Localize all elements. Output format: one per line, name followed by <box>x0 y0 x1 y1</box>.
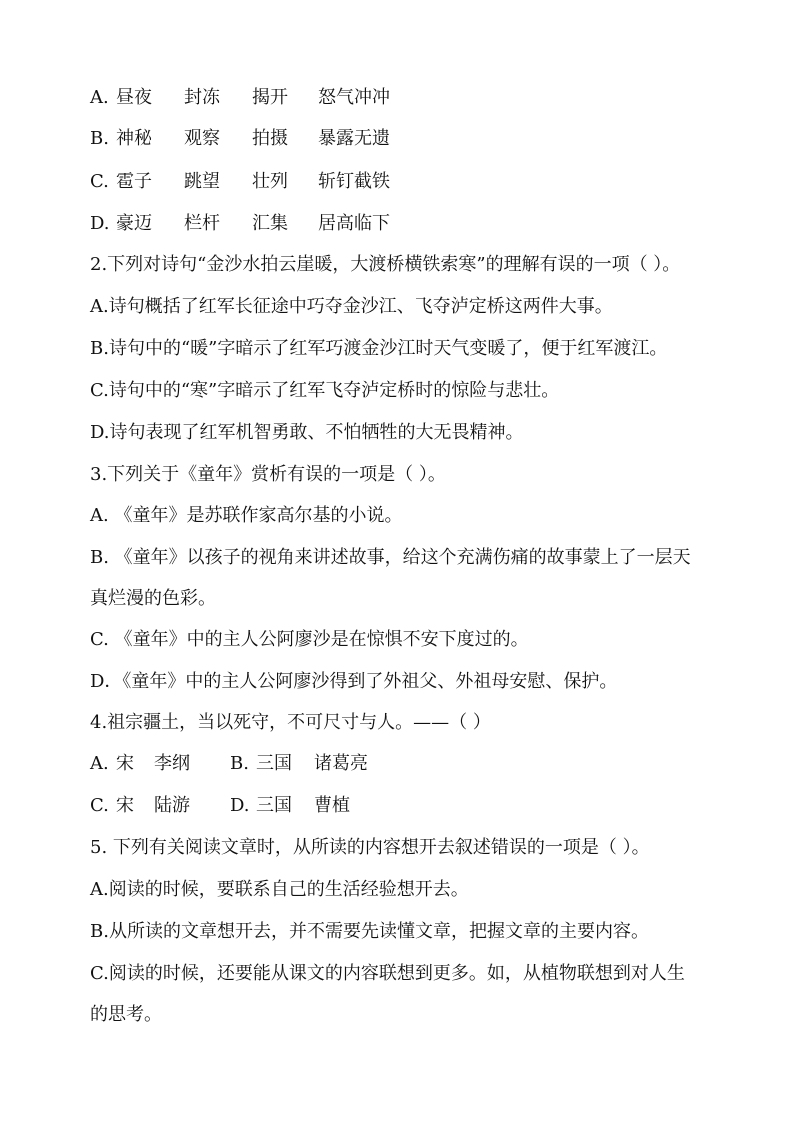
option-word: 神秘 <box>116 128 152 149</box>
q3-option-c: C. 《童年》中的主人公阿廖沙是在惊惧不安下度过的。 <box>90 629 529 650</box>
option-word: 暴露无遗 <box>318 128 390 149</box>
option-word: 雹子 <box>116 171 152 192</box>
q3-stem: 3.下列关于《童年》赏析有误的一项是（ ）。 <box>90 464 446 485</box>
q2-option-b: B.诗句中的“暖”字暗示了红军巧渡金沙江时天气变暖了，便于红军渡江。 <box>90 338 668 359</box>
q1-option-a <box>90 86 710 110</box>
q3-option-b-line2: 真烂漫的色彩。 <box>90 588 216 609</box>
option-author: 李纲 <box>154 753 190 774</box>
option-word: 昼夜 <box>116 87 152 108</box>
q5-option-b: B.从所读的文章想开去，并不需要先读懂文章，把握文章的主要内容。 <box>90 921 649 942</box>
q2-option-d: D.诗句表现了红军机智勇敢、不怕牺牲的大无畏精神。 <box>90 422 524 443</box>
option-dynasty: 三国 <box>256 795 292 816</box>
q3-option-b-line1: B. 《童年》以孩子的视角来讲述故事，给这个充满伤痛的故事蒙上了一层天 <box>90 547 691 568</box>
option-dynasty: 宋 <box>116 753 134 774</box>
option-word: 跳望 <box>184 171 220 192</box>
option-label: C. <box>90 795 109 816</box>
option-word: 观察 <box>184 128 220 149</box>
option-label: D. <box>90 213 110 234</box>
q5-stem: 5. 下列有关阅读文章时，从所读的内容想开去叙述错误的一项是（ ）。 <box>90 837 650 858</box>
q3-option-a: A. 《童年》是苏联作家高尔基的小说。 <box>90 505 403 526</box>
option-word: 封冻 <box>184 87 220 108</box>
q5-option-c-line1: C.阅读的时候，还要能从课文的内容联想到更多。如，从植物联想到对人生 <box>90 963 685 984</box>
q1-option-b <box>90 127 710 151</box>
option-author: 曹植 <box>314 795 350 816</box>
option-word: 居高临下 <box>318 213 390 234</box>
option-dynasty: 三国 <box>256 753 292 774</box>
option-word: 拍摄 <box>252 128 288 149</box>
option-word: 揭开 <box>252 87 288 108</box>
option-label: B. <box>90 128 109 149</box>
option-word: 豪迈 <box>116 213 152 234</box>
option-author: 陆游 <box>154 795 190 816</box>
option-word: 壮列 <box>252 171 288 192</box>
q4-options-row1 <box>90 752 710 776</box>
option-label: C. <box>90 171 109 192</box>
q2-option-a: A.诗句概括了红军长征途中巧夺金沙江、飞夺泸定桥这两件大事。 <box>90 296 613 317</box>
option-dynasty: 宋 <box>116 795 134 816</box>
option-word: 栏杆 <box>184 213 220 234</box>
q5-option-a: A.阅读的时候，要联系自己的生活经验想开去。 <box>90 879 469 900</box>
option-label: B. <box>230 753 249 774</box>
q4-stem: 4.祖宗疆土，当以死守，不可尺寸与人。——（ ） <box>90 712 491 733</box>
q5-option-c-line2: 的思考。 <box>90 1004 162 1025</box>
option-word: 汇集 <box>252 213 288 234</box>
q2-stem: 2.下列对诗句“金沙水拍云崖暖，大渡桥横铁索寒”的理解有误的一项（ ）。 <box>90 254 681 275</box>
option-label: A. <box>90 753 109 774</box>
option-word: 怒气冲冲 <box>318 87 390 108</box>
option-author: 诸葛亮 <box>314 753 368 774</box>
option-word: 斩钉截铁 <box>318 171 390 192</box>
q2-option-c: C.诗句中的“寒”字暗示了红军飞夺泸定桥时的惊险与悲壮。 <box>90 380 560 401</box>
q3-option-d: D．《童年》中的主人公阿廖沙得到了外祖父、外祖母安慰、保护。 <box>90 671 618 692</box>
option-label: A. <box>90 87 109 108</box>
q4-options-row2 <box>90 794 710 818</box>
q1-option-d <box>90 212 710 236</box>
option-label: D. <box>230 795 250 816</box>
q1-option-c <box>90 170 710 194</box>
